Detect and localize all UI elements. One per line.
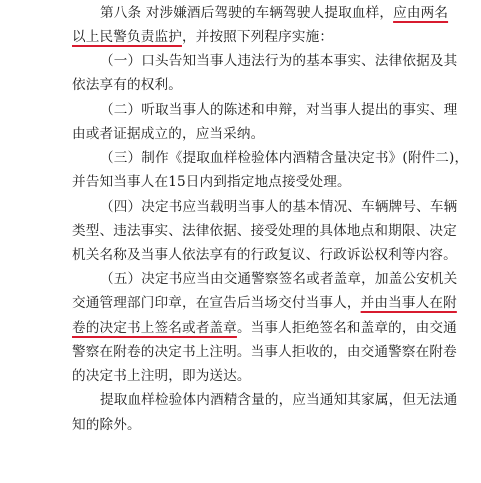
text-segment: 。当事人拒绝签名和盖章的，由交通 [236, 320, 457, 336]
text-line-7 [100, 149, 468, 167]
text-segment: 由或者证据成立的，应当采纳。 [72, 126, 265, 142]
text-line-5 [100, 101, 457, 119]
text-segment: （四）决定书应当载明当事人的基本情况、车辆牌号、车辆 [100, 199, 458, 215]
text-segment: （三）制作《提取血样检验体内酒精含量决定书》(附件二)， [100, 150, 469, 166]
text-line-4 [72, 76, 182, 94]
text-segment: 依法享有的权利。 [72, 77, 182, 93]
text-line-1 [100, 4, 448, 22]
text-line-13 [72, 294, 457, 312]
text-segment: 知的除外。 [72, 417, 141, 433]
text-line-11 [72, 246, 457, 264]
text-line-15 [72, 343, 457, 361]
text-line-17 [100, 391, 457, 409]
text-segment: （二）听取当事人的陈述和申辩，对当事人提出的事实、理 [100, 102, 458, 118]
text-segment: 并告知当事人在15日内到指定地点接受处理。 [72, 174, 351, 190]
text-segment: 第八条 对涉嫌酒后驾驶的车辆驾驶人提取血样， [100, 5, 394, 21]
text-segment: 提取血样检验体内酒精含量的，应当通知其家属，但无法通 [100, 392, 458, 408]
text-segment: 交通管理部门印章，在宣告后当场交付当事人， [72, 295, 361, 311]
text-line-16 [72, 367, 251, 385]
highlighted-phrase: 卷的决定书上签名或者盖章 [72, 320, 237, 336]
text-line-14 [72, 319, 457, 337]
text-segment: （五）决定书应当由交通警察签名或者盖章，加盖公安机关 [100, 271, 458, 287]
text-line-18 [72, 416, 141, 434]
highlighted-phrase: 并由当事人在附 [360, 295, 457, 311]
highlighted-phrase: 以上民警负责监护 [72, 29, 182, 45]
text-line-2 [72, 28, 333, 46]
text-segment: ，并按照下列程序实施： [181, 29, 334, 45]
text-segment: 机关名称及当事人依法享有的行政复议、行政诉讼权利等内容。 [72, 247, 457, 263]
highlighted-phrase: 应由两名 [393, 5, 449, 21]
text-line-9 [100, 198, 457, 216]
text-line-10 [72, 222, 457, 240]
text-line-3 [100, 52, 457, 70]
text-line-6 [72, 125, 264, 143]
text-line-8 [72, 173, 351, 191]
text-segment: （一）口头告知当事人违法行为的基本事实、法律依据及其 [100, 53, 458, 69]
text-segment: 警察在附卷的决定书上注明。当事人拒收的，由交通警察在附卷 [72, 344, 457, 360]
text-segment: 类型、违法事实、法律依据、接受处理的具体地点和期限、决定 [72, 223, 457, 239]
text-line-12 [100, 270, 457, 288]
text-segment: 的决定书上注明，即为送达。 [72, 368, 251, 384]
